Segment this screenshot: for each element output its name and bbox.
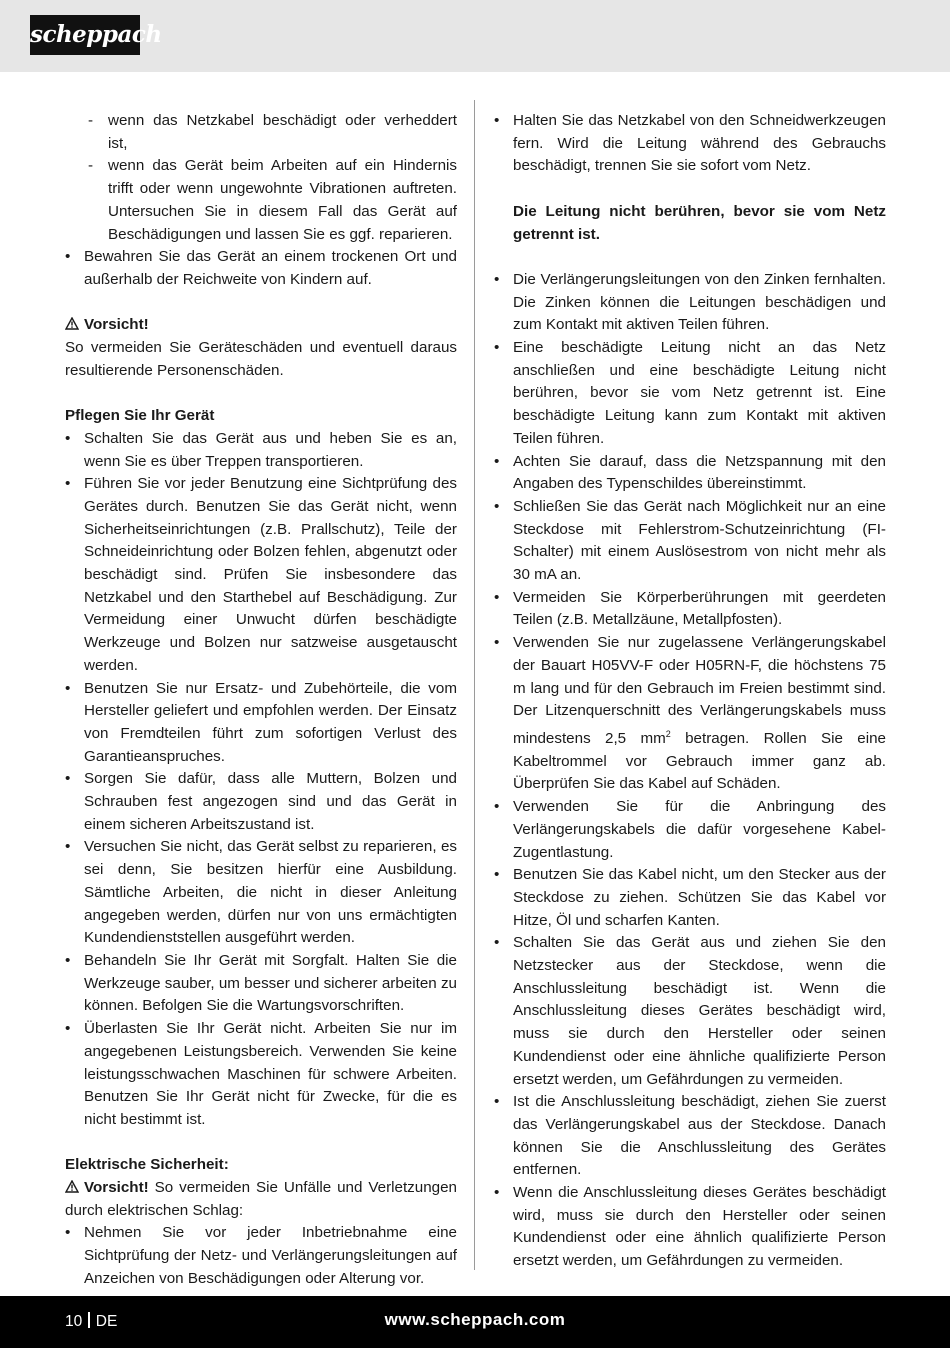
list-item [494, 110, 886, 178]
bullet-marker: • [65, 951, 71, 969]
bullet-marker: • [65, 248, 71, 266]
brand-logo: scheppach [30, 15, 140, 55]
list-item-text: wenn das Gerät beim Arbeiten auf ein Hindernis trifft oder wenn ungewohnte Vibrationen auftreten. Untersuchen Sie in diesem Fall das Gerät auf Beschädigungen und lassen Sie es ggf. reparieren. [108, 157, 457, 243]
list-item-text: Achten Sie darauf, dass die Netzspannung mit den Angaben des Typenschildes übereinstimmt. [513, 452, 886, 493]
right-column [494, 110, 886, 1273]
list-item-text: Benutzen Sie nur Ersatz- und Zubehörteile, die vom Hersteller geliefert und empfohlen werden. Der Einsatz von Fremdteilen führt zum sofortigen Verlust des Garantieanspruches. [84, 679, 457, 765]
list-item-text: Schließen Sie das Gerät nach Möglichkeit nur an eine Steckdose mit Fehlerstrom-Schutzeinrichtung (FI-Schalter) mit einem Auslösestrom von nicht mehr als 30 mA an. [513, 497, 886, 584]
left-column [65, 110, 457, 1291]
list-item [65, 950, 457, 1018]
list-item-text: Wenn die Anschlussleitung dieses Gerätes beschädigt wird, muss sie durch den Hersteller oder seinen Kundendienst oder eine ähnlich qualifizierte Person ersetzt werden, um Gefährdungen zu vermeiden. [513, 1184, 886, 1270]
language-code: DE [95, 1313, 118, 1330]
list-item [65, 428, 457, 473]
bullet-marker: • [494, 1184, 500, 1202]
list-item-text: Behandeln Sie Ihr Gerät mit Sorgfalt. Halten Sie die Werkzeuge sauber, um besser und sicherer arbeiten zu können. Befolgen Sie die Wartungsvorschriften. [84, 951, 457, 1015]
list-item-text: Schalten Sie das Gerät aus und heben Sie es an, wenn Sie es über Treppen transportieren. [84, 429, 457, 470]
list-item [65, 1222, 457, 1290]
bullet-marker: • [494, 452, 500, 470]
bullet-marker: • [65, 838, 71, 856]
bullet-marker: • [494, 1093, 500, 1111]
list-item [65, 473, 457, 677]
page-header [0, 0, 950, 72]
bullet-marker: • [494, 634, 500, 652]
list-item [494, 496, 886, 587]
list-item [494, 796, 886, 864]
dash-marker: - [88, 157, 94, 175]
warning-triangle-icon [65, 317, 79, 330]
list-item [65, 155, 457, 246]
list-item-text: Ist die Anschlussleitung beschädigt, ziehen Sie zuerst das Verlängerungskabel aus der Steckdose. Danach können Sie die Anschlussleitung des Gerätes entfernen. [513, 1093, 886, 1179]
list-item [494, 864, 886, 932]
list-item [65, 678, 457, 769]
list-item-text: Bewahren Sie das Gerät an einem trockenen Ort und außerhalb der Reichweite von Kindern auf. [84, 248, 457, 288]
list-item-text: Versuchen Sie nicht, das Gerät selbst zu reparieren, es sei denn, Sie besitzen hierfür eine Ausbildung. Sämtliche Arbeiten, die nicht in dieser Anleitung angegeben werden, dürfen nur von uns ermächtigten Kundendienststellen ausgeführt werden. [84, 838, 457, 947]
ext-cable-text-start: Verwenden Sie nur zugelassene Verlängerungskabel der Bauart H05VV-F oder H05RN-F, die höchstens 75 m lang und für den Gebrauch im Freien bestimmt sind. Der Litzenquerschnitt des Verlängerungskabels muss mindestens 2,5 mm [513, 634, 886, 748]
caution-text: So vermeiden Sie Geräteschäden und eventuell daraus resultierende Personenschäden. [65, 339, 457, 379]
list-item [65, 1018, 457, 1132]
list-item [494, 587, 886, 632]
section-heading: Pflegen Sie Ihr Gerät [65, 407, 215, 425]
list-item-text: Schalten Sie das Gerät aus und ziehen Sie den Netzstecker aus der Steckdose, wenn die Anschlussleitung beschädigt ist. Wenn die Anschlussleitung dieses Gerätes beschädigt wird, muss sie durch den Hersteller oder seinen Kundendienst oder eine ähnliche qualifizierte Person ersetzt werden, um Gefährdungen zu vermeiden. [513, 934, 886, 1088]
list-item [494, 632, 886, 796]
list-item-text: wenn das Netzkabel beschädigt oder verheddert ist, [108, 112, 457, 152]
bullet-marker: • [494, 112, 500, 129]
ext-cable-text-end: betragen. Rollen Sie eine Kabeltrommel vor Gebrauch immer ganz ab. Überprüfen Sie das Kabel auf Schäden. [513, 730, 886, 793]
bullet-marker: • [494, 270, 500, 288]
page-number: 10 [65, 1313, 83, 1330]
bullet-marker: • [494, 866, 500, 884]
list-item-text: Sorgen Sie dafür, dass alle Muttern, Bolzen und Schrauben fest angezogen sind und das Gerät in einem sicheren Arbeitszustand ist. [84, 770, 457, 833]
caution-title: Vorsicht! [84, 1179, 149, 1196]
list-item-text: Eine beschädigte Leitung nicht an das Netz anschließen und eine beschädigte Leitung nicht berühren, bevor sie vom Netz getrennt ist. Eine beschädigte Leitung kann zum Kontakt mit aktiven Teilen führen. [513, 339, 886, 447]
bold-note [494, 201, 886, 246]
bullet-marker: • [65, 429, 71, 447]
list-item [494, 1091, 886, 1182]
caution-paragraph [65, 1177, 457, 1222]
bullet-marker: • [494, 798, 500, 816]
caution-heading [65, 314, 457, 337]
bullet-marker: • [65, 475, 71, 493]
superscript: 2 [665, 728, 671, 739]
bullet-marker: • [494, 934, 500, 952]
list-item [494, 1182, 886, 1273]
list-item [65, 836, 457, 950]
list-item-text: Benutzen Sie das Kabel nicht, um den Stecker aus der Steckdose zu ziehen. Schützen Sie das Kabel vor Hitze, Öl und scharfen Kanten. [513, 866, 886, 929]
page-footer [0, 1296, 950, 1348]
warning-triangle-icon [65, 1180, 79, 1193]
list-item [494, 451, 886, 496]
list-item-text: Die Verlängerungsleitungen von den Zinken fernhalten. Die Zinken können die Leitungen beschädigen und zum Kontakt mit aktiven Teilen führen. [513, 270, 886, 334]
bullet-marker: • [494, 497, 500, 515]
bold-note-text: Die Leitung nicht berühren, bevor sie vom Netz getrennt ist. [513, 202, 886, 243]
bullet-marker: • [65, 679, 71, 697]
bullet-marker: • [65, 770, 71, 788]
caution-text: So vermeiden Sie Unfälle und Verletzungen durch elektrischen Schlag: [65, 1179, 457, 1219]
caution-title: Vorsicht! [84, 316, 149, 334]
list-item-text: Überlasten Sie Ihr Gerät nicht. Arbeiten Sie nur im angegebenen Leistungsbereich. Verwenden Sie keine leistungsschwachen Maschinen für schwere Arbeiten. Benutzen Sie Ihr Gerät nicht für Zwecke, für die es nicht bestimmt ist. [84, 1020, 457, 1128]
list-item [65, 246, 457, 291]
list-item [494, 932, 886, 1091]
list-item-text: Führen Sie vor jeder Benutzung eine Sichtprüfung des Gerätes durch. Benutzen Sie das Gerät nicht, wenn Sicherheitseinrichtungen (z.B. Prallschutz), Teile der Schneideinrichtung oder Bolzen fehlen, abgenutzt oder beschädigt sind. Prüfen Sie insbesondere das Netzkabel und den Starthebel auf Beschädigung. Zur Vermeidung einer Unwucht dürfen beschädigte Werkzeuge und Bolzen nur satzweise ausgetauscht werden. [84, 475, 457, 674]
bullet-marker: • [494, 588, 500, 606]
list-item [65, 110, 457, 155]
list-item-text: Nehmen Sie vor jeder Inbetriebnahme eine Sichtprüfung der Netz- und Verlängerungsleitungen auf Anzeichen von Beschädigungen oder Alterung vor. [84, 1224, 457, 1287]
list-item-text [513, 634, 886, 792]
bullet-marker: • [494, 339, 500, 356]
bullet-marker: • [65, 1224, 71, 1242]
list-item [494, 337, 886, 451]
website-link[interactable]: www.scheppach.com [384, 1310, 566, 1329]
list-item [494, 269, 886, 337]
list-item-text: Halten Sie das Netzkabel von den Schneidwerkzeugen fern. Wird die Leitung während des Gebrauchs beschädigt, trennen Sie sie sofort vom Netz. [513, 112, 886, 175]
list-item-text: Verwenden Sie für die Anbringung des Verlängerungskabels die dafür vorgesehene Kabel-Zugentlastung. [513, 798, 886, 861]
dash-marker: - [88, 112, 94, 129]
bullet-marker: • [65, 1020, 71, 1038]
list-item-text: Vermeiden Sie Körperberührungen mit geerdeten Teilen (z.B. Metallzäune, Metallpfosten). [513, 588, 886, 629]
section-heading: Elektrische Sicherheit: [65, 1156, 229, 1174]
list-item [65, 768, 457, 836]
column-divider [474, 100, 475, 1270]
